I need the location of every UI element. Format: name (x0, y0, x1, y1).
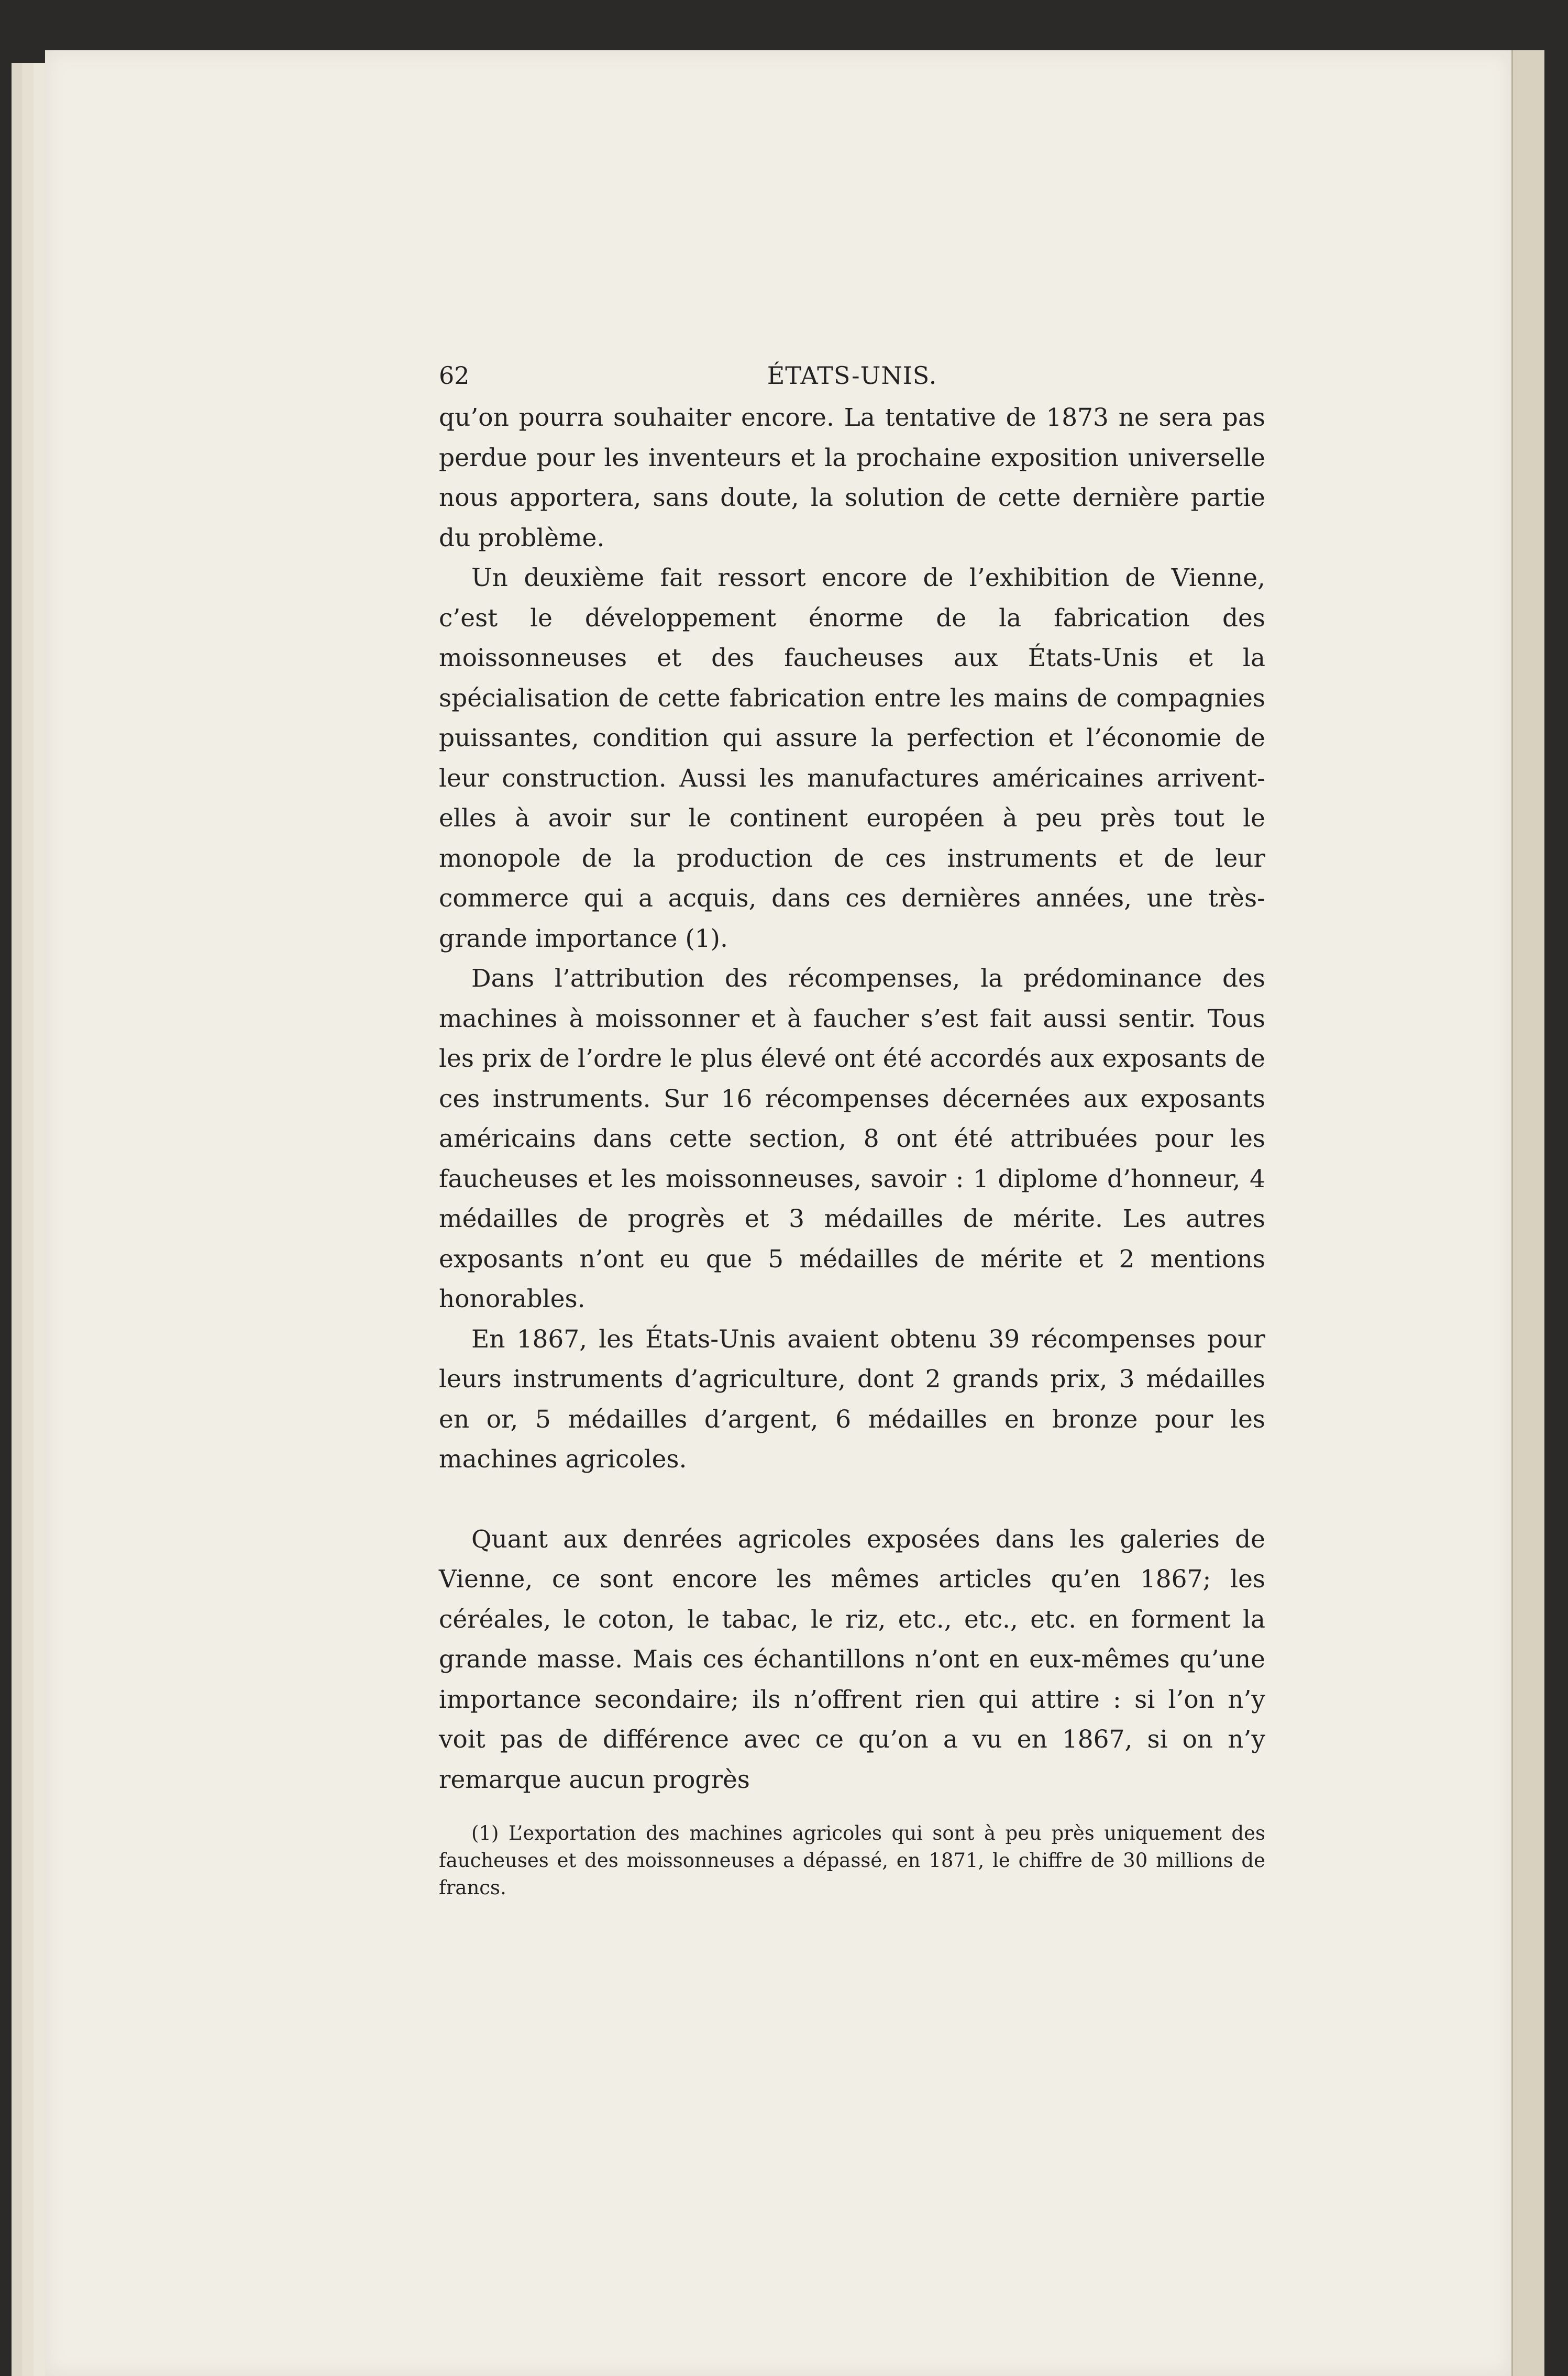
footnote: (1) L’exportation des machines agricoles qui sont à peu près uniquement des faucheuses et des moissonneuses a dépassé, en 1871, le chiffre de 30 millions de francs. (439, 1822, 1265, 1899)
page-number: 62 (439, 361, 470, 390)
page-stack-edge (12, 63, 23, 2376)
running-head (439, 361, 1265, 398)
body-text (439, 398, 1265, 1800)
paragraph-continuation: qu’on pourra souhaiter encore. La tentative de 1873 ne sera pas perdue pour les inventeurs et la prochaine exposition universelle nous apportera, sans doute, la solution de cette dernière partie du problème. (439, 403, 1265, 552)
paragraph: En 1867, les États-Unis avaient obtenu 39 récompenses pour leurs instruments d’agriculture, dont 2 grands prix, 3 médailles en or, 5 médailles d’argent, 6 médailles en bronze pour les machines agricoles. (439, 1324, 1265, 1474)
paragraph: Dans l’attribution des récompenses, la prédominance des machines à moissonner et à faucher s’est fait aussi sentir. Tous les prix de l’ordre le plus élevé ont été accordés aux exposants de ces instruments. Sur 16 récompenses décernées aux exposants américains dans cette section, 8 ont été attribuées pour les faucheuses et les moissonneuses, savoir : 1 diplome d’honneur, 4 médailles de progrès et 3 médailles de mérite. Les autres exposants n’ont eu que 5 médailles de mérite et 2 mentions honorables. (439, 964, 1265, 1313)
next-page-edge (1511, 50, 1544, 2376)
running-head-title: ÉTATS-UNIS. (767, 361, 937, 390)
page-stack-edge (22, 63, 35, 2376)
paragraph: Quant aux denrées agricoles exposées dans les galeries de Vienne, ce sont encore les mêmes articles qu’en 1867; les céréales, le coton, le tabac, le riz, etc., etc., etc. en forment la grande masse. Mais ces échantillons n’ont en eux-mêmes qu’une importance secondaire; ils n’offrent rien qui attire : si l’on n’y voit pas de différence avec ce qu’on a vu en 1867, si on n’y remarque aucun progrès (439, 1524, 1265, 1794)
page-stack-edge (34, 63, 46, 2376)
paragraph: Un deuxième fait ressort encore de l’exhibition de Vienne, c’est le développement énorme de la fabrication des moissonneuses et des faucheuses aux États-Unis et la spécialisation de cette fabrication entre les mains de compagnies puissantes, condition qui assure la perfection et l’économie de leur construction. Aussi les manufactures américaines arrivent-elles à avoir sur le continent européen à peu près tout le monopole de la production de ces instruments et de leur commerce qui a acquis, dans ces dernières années, une très-grande importance (1). (439, 563, 1265, 953)
text-block (439, 361, 1265, 1902)
